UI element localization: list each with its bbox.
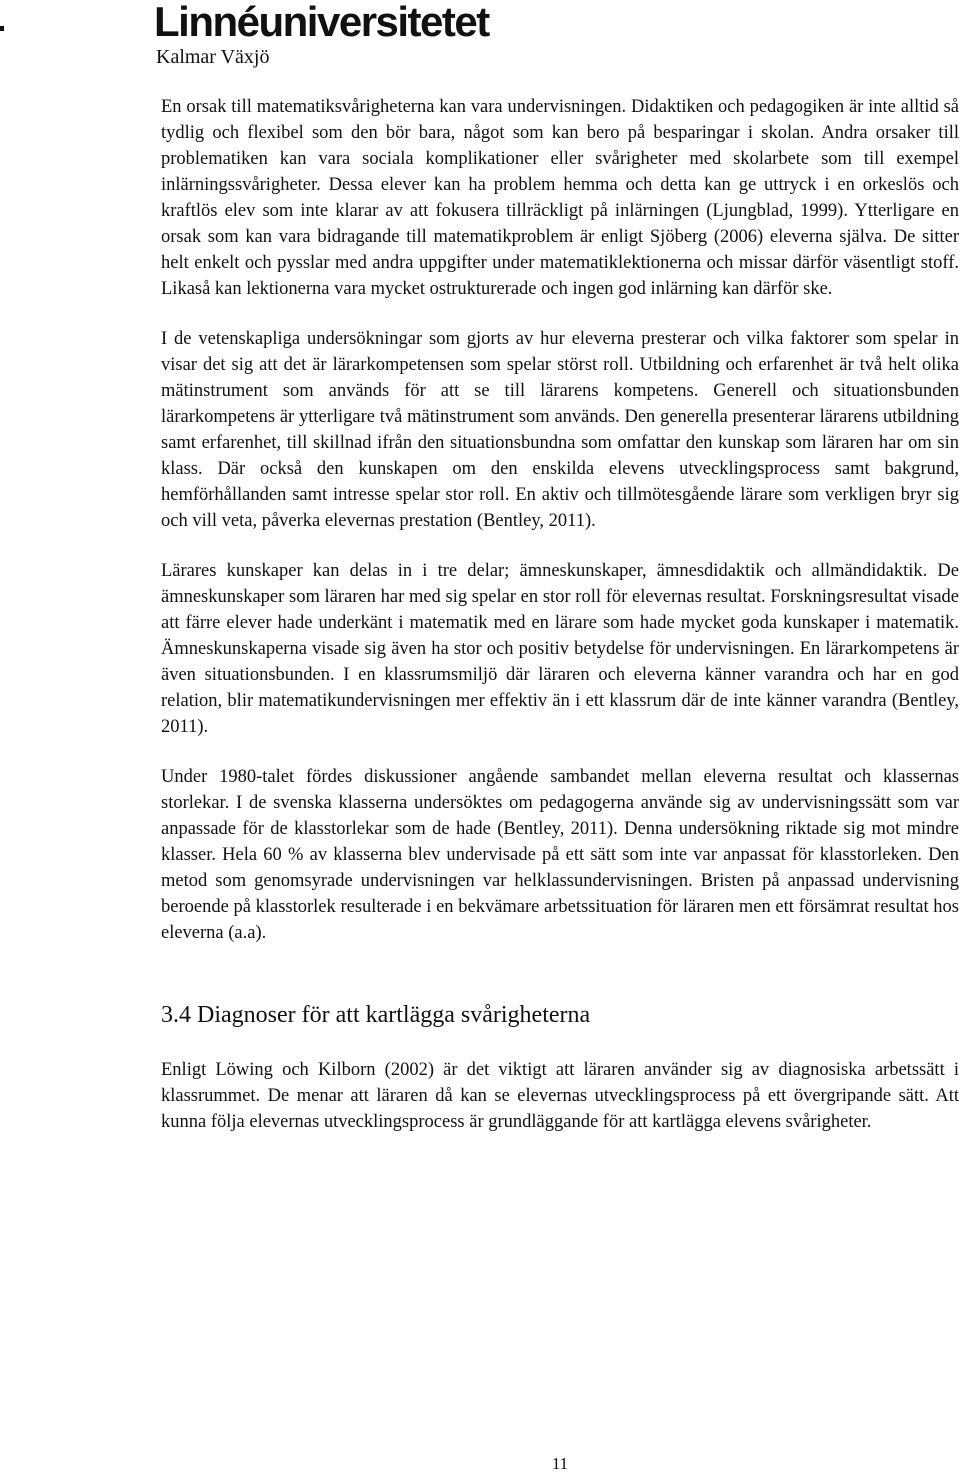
page-edge-mark: [0, 26, 4, 31]
logo-name: Linnéuniversitetet: [154, 0, 489, 45]
document-body: [161, 94, 959, 1135]
section-paragraph: Enligt Löwing och Kilborn (2002) är det viktigt att läraren använder sig av diagnosiska arbetssätt i klassrummet. De menar att läraren då kan se elevernas utvecklingsprocess på ett övergripande sätt. Att kunna följa elevernas utvecklingsprocess är grundläggande för att kartlägga elevens svårigheter.: [161, 1060, 959, 1132]
paragraph-2: I de vetenskapliga undersökningar som gjorts av hur eleverna presterar och vilka faktorer som spelar in visar det sig att det är lärarkompetensen som spelar störst roll. Utbildning och erfarenhet är två helt olika mätinstrument som används för att se till lärarens kompetens. Generell och situationsbunden lärarkompetens är ytterligare två mätinstrument som används. Den generella presenterar lärarens utbildning samt erfarenhet, till skillnad ifrån den situationsbundna som omfattar den kunskap som läraren har om sin klass. Där också den kunskapen om den enskilda elevens utvecklingsprocess samt bakgrund, hemförhållanden samt intresse spelar stor roll. En aktiv och tillmötesgående lärare som verkligen bryr sig och vill veta, påverka elevernas prestation (Bentley, 2011).: [161, 329, 959, 531]
logo-subtitle: Kalmar Växjö: [156, 46, 270, 68]
paragraph-4: Under 1980-talet fördes diskussioner angående sambandet mellan eleverna resultat och klassernas storlekar. I de svenska klasserna undersöktes om pedagogerna använde sig av undervisningssätt som var anpassade för de klasstorlekar som de hade (Bentley, 2011). Denna undersökning riktade sig mot mindre klasser. Hela 60 % av klasserna blev undervisade på ett sätt som inte var anpassat för klasstorleken. Den metod som genomsyrade undervisningen var helklassundervisningen. Bristen på anpassad undervisning beroende på klasstorlek resulterade i en bekvämare arbetssituation för läraren men ett försämrat resultat hos eleverna (a.a).: [161, 767, 959, 943]
paragraph-1: En orsak till matematiksvårigheterna kan vara undervisningen. Didaktiken och pedagogiken är inte alltid så tydlig och flexibel som den bör bara, något som kan bero på besparingar i skolan. Andra orsaker till problematiken kan vara sociala komplikationer eller svårigheter med skolarbete som till exempel inlärningssvårigheter. Dessa elever kan ha problem hemma och detta kan ge uttryck i en orkeslös och kraftlös elev som inte klarar av att fokusera tillräckligt på inlärningen (Ljungblad, 1999). Ytterligare en orsak som kan vara bidragande till matematikproblem är enligt Sjöberg (2006) eleverna själva. De sitter helt enkelt och pysslar med andra uppgifter under matematiklektionerna och missar därför väsentligt stoff. Likaså kan lektionerna vara mycket ostrukturerade och ingen god inlärning kan därför ske.: [161, 97, 959, 299]
page-number: 11: [551, 1454, 569, 1473]
section-heading: 3.4 Diagnoser för att kartlägga svårigheterna: [161, 1002, 591, 1028]
university-logo: [154, 0, 489, 68]
paragraph-3: Lärares kunskaper kan delas in i tre delar; ämneskunskaper, ämnesdidaktik och allmändidaktik. De ämneskunskaper som läraren har med sig spelar en stor roll för elevernas resultat. Forskningsresultat visade att färre elever hade underkänt i matematik med en lärare som hade mycket goda kunskaper i matematik. Ämneskunskaperna visade sig även ha stor och positiv betydelse för undervisningen. En lärarkompetens är även situationsbunden. I en klassrumsmiljö där läraren och eleverna känner varandra och har en god relation, blir matematikundervisningen mer effektiv än i ett klassrum där de inte känner varandra (Bentley, 2011).: [161, 561, 959, 737]
